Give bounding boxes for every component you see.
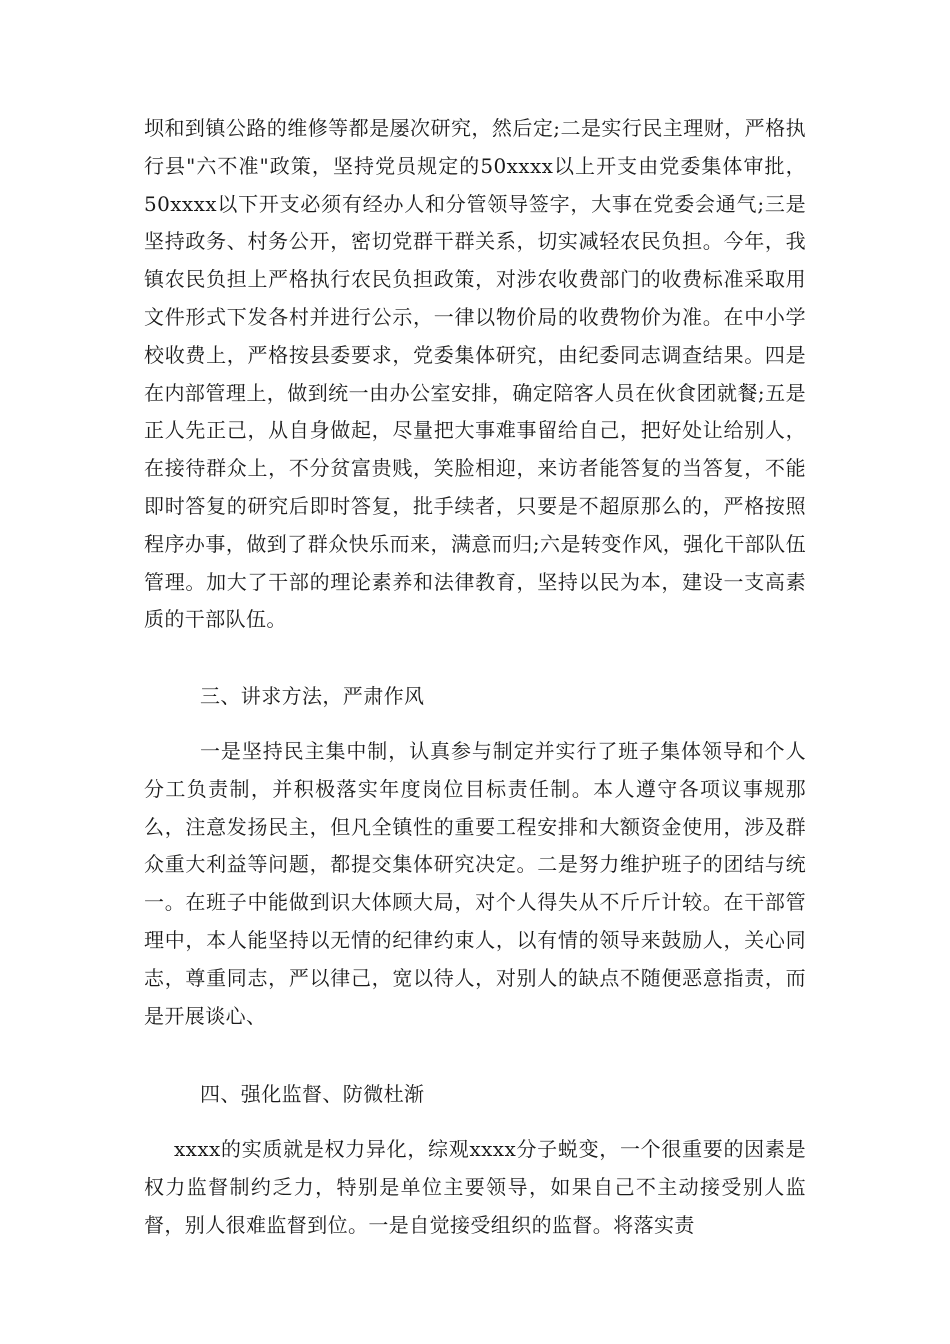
paragraph-3: xxxx的实质就是权力异化，综观xxxx分子蜕变，一个很重要的因素是权力监督制约乏力，特别是单位主要领导，如果自己不主动接受别人监督，别人很难监督到位。一是自觉接受组织的监督。将落实责 <box>144 1137 806 1237</box>
paragraph-2: 一是坚持民主集中制，认真参与制定并实行了班子集体领导和个人分工负责制，并积极落实年度岗位目标责任制。本人遵守各项议事规那么，注意发扬民主，但凡全镇性的重要工程安排和大额资金使用，涉及群众重大利益等问题，都提交集体研究决定。二是努力维护班子的团结与统一。在班子中能做到识大体顾大局，对个人得失从不斤斤计较。在干部管理中，本人能坚持以无情的纪律约束人，以有情的领导来鼓励人，关心同志，尊重同志，严以律己，宽以待人，对别人的缺点不随便恶意指责，而是开展谈心、 <box>144 739 806 1028</box>
section-heading-3: 三、讲求方法，严肃作风 <box>200 684 425 708</box>
section-heading-4: 四、强化监督、防微杜渐 <box>200 1082 425 1106</box>
paragraph-1: 坝和到镇公路的维修等都是屡次研究，然后定;二是实行民主理财，严格执行县"六不准"政策，坚持党员规定的50xxxx以上开支由党委集体审批，50xxxx以下开支必须有经办人和分管领导签字，大事在党委会通气;三是坚持政务、村务公开，密切党群干群关系，切实减轻农民负担。今年，我镇农民负担上严格执行农民负担政策，对涉农收费部门的收费标准采取用文件形式下发各村并进行公示，一律以物价局的收费物价为准。在中小学校收费上，严格按县委要求，党委集体研究，由纪委同志调查结果。四是在内部管理上，做到统一由办公室安排，确定陪客人员在伙食团就餐;五是正人先正己，从自身做起，尽量把大事难事留给自己，把好处让给别人，在接待群众上，不分贫富贵贱，笑脸相迎，来访者能答复的当答复，不能即时答复的研究后即时答复，批手续者，只要是不超原那么的，严格按照程序办事，做到了群众快乐而来，满意而归;六是转变作风，强化干部队伍管理。加大了干部的理论素养和法律教育，坚持以民为本，建设一支高素质的干部队伍。 <box>144 116 806 632</box>
